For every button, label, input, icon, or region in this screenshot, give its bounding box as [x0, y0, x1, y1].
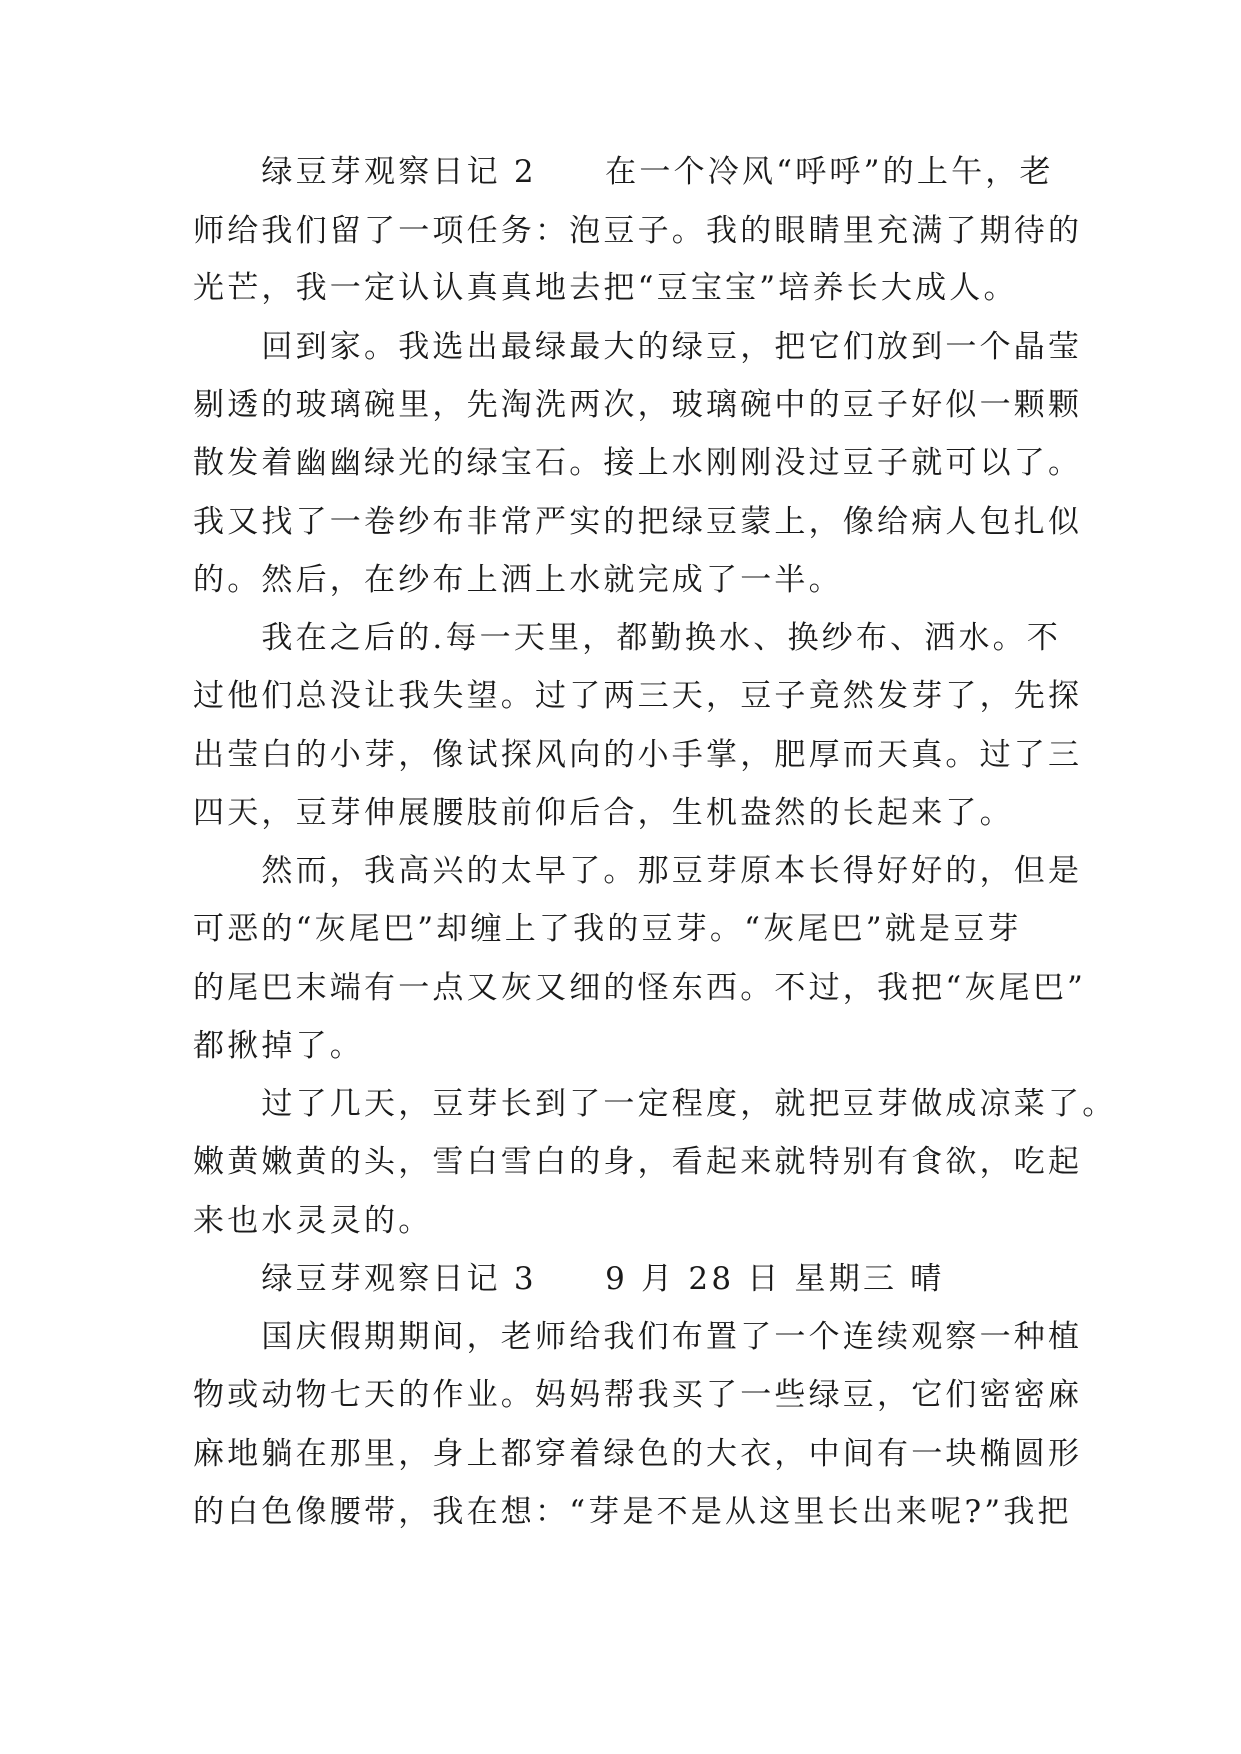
text-line: 物或动物七天的作业。妈妈帮我买了一些绿豆，它们密密麻	[193, 1377, 1083, 1413]
text-line: 出莹白的小芽，像试探风向的小手掌，肥厚而天真。过了三	[193, 737, 1083, 773]
text-line: 光芒，我一定认认真真地去把“豆宝宝”培养长大成人。	[193, 270, 1018, 306]
text-line: 嫩黄嫩黄的头，雪白雪白的身，看起来就特别有食欲，吃起	[193, 1144, 1083, 1180]
text-line: 回到家。我选出最绿最大的绿豆，把它们放到一个晶莹	[193, 329, 1083, 365]
text-line: 散发着幽幽绿光的绿宝石。接上水刚刚没过豆子就可以了。	[193, 445, 1083, 481]
text-line: 过他们总没让我失望。过了两三天，豆子竟然发芽了，先探	[193, 678, 1083, 714]
text-line: 国庆假期期间，老师给我们布置了一个连续观察一种植	[193, 1319, 1083, 1355]
text-line: 可恶的“灰尾巴”却缠上了我的豆芽。“灰尾巴”就是豆芽	[193, 911, 1022, 947]
text-line: 然而，我高兴的太早了。那豆芽原本长得好好的，但是	[193, 853, 1083, 889]
text-line: 来也水灵灵的。	[193, 1203, 433, 1239]
text-line: 绿豆芽观察日记 3 9 月 28 日 星期三 晴	[193, 1261, 945, 1297]
text-line: 四天，豆芽伸展腰肢前仰后合，生机盎然的长起来了。	[193, 795, 1014, 831]
text-line: 我在之后的.每一天里，都勤换水、换纱布、洒水。不	[193, 620, 1062, 656]
text-line: 都揪掉了。	[193, 1028, 364, 1064]
text-line: 绿豆芽观察日记 2 在一个冷风“呼呼”的上午，老	[193, 154, 1054, 190]
text-line: 师给我们留了一项任务：泡豆子。我的眼睛里充满了期待的	[193, 213, 1083, 249]
text-line: 的白色像腰带，我在想：“芽是不是从这里长出来呢?”我把	[193, 1494, 1072, 1530]
text-line: 的尾巴末端有一点又灰又细的怪东西。不过，我把“灰尾巴”	[193, 970, 1087, 1006]
text-line: 过了几天，豆芽长到了一定程度，就把豆芽做成凉菜了。	[193, 1086, 1117, 1122]
text-line: 的。然后，在纱布上洒上水就完成了一半。	[193, 562, 843, 598]
text-line: 麻地躺在那里，身上都穿着绿色的大衣，中间有一块椭圆形	[193, 1436, 1083, 1472]
text-line: 剔透的玻璃碗里，先淘洗两次，玻璃碗中的豆子好似一颗颗	[193, 387, 1083, 423]
text-line: 我又找了一卷纱布非常严实的把绿豆蒙上，像给病人包扎似	[193, 504, 1083, 540]
